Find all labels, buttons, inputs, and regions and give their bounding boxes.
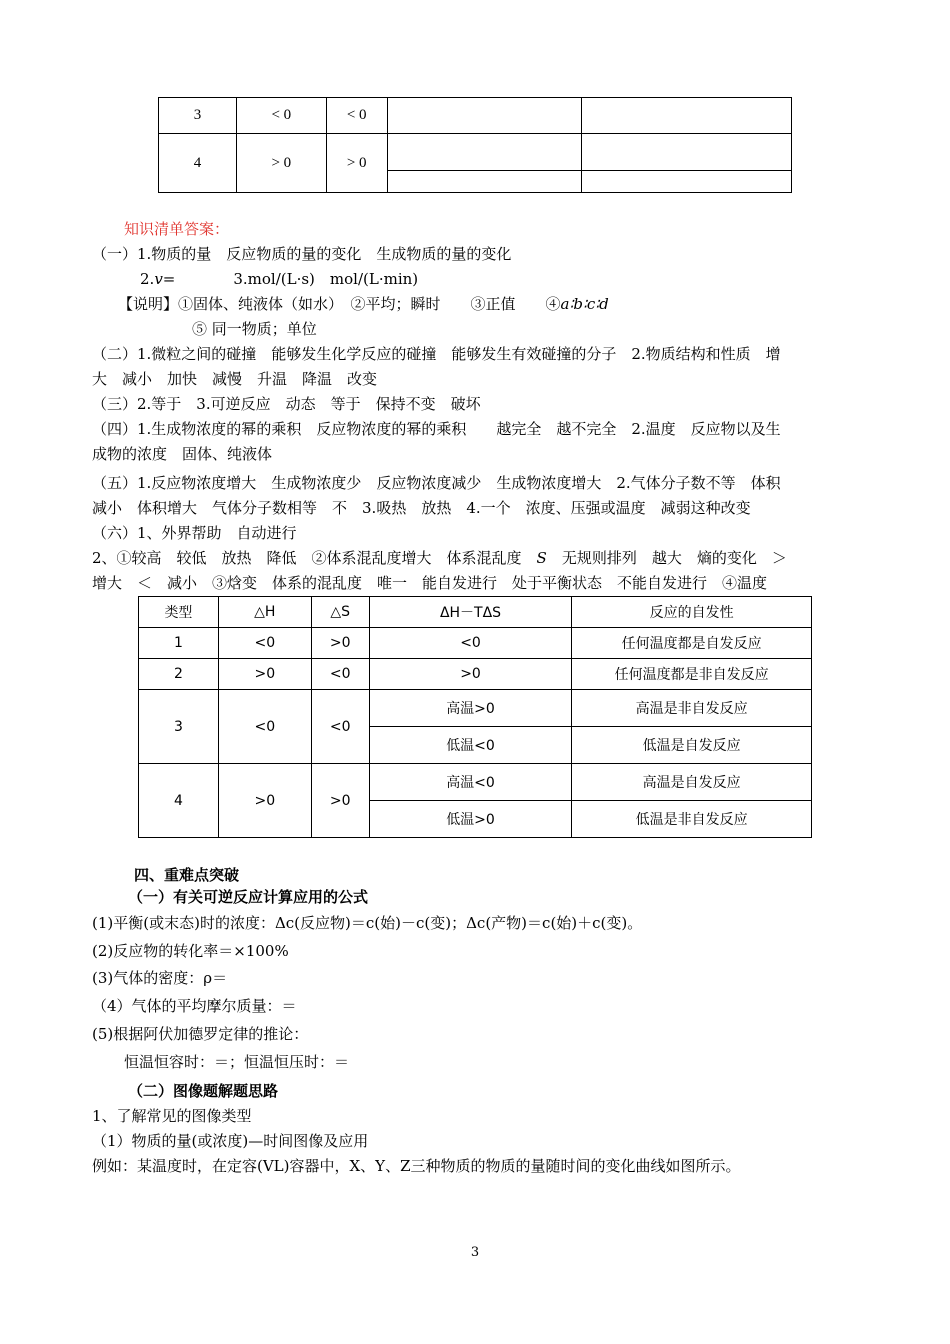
formula-line: (2)反应物的转化率＝×100% [92, 942, 289, 960]
table-row [139, 628, 812, 659]
answer-line: （二）1.微粒之间的碰撞 能够发生化学反应的碰撞 能够发生有效碰撞的分子 2.物质结构和性质 增 [92, 345, 781, 363]
empty-cell [582, 134, 792, 171]
answer-line: （六）1、外界帮助 自动进行 [92, 524, 297, 542]
header-ds: △S [311, 597, 369, 628]
formula-line: (5)根据阿伏加德罗定律的推论： [92, 1025, 309, 1043]
answer-text: 无规则排列 越大 熵的变化 ＞ [546, 549, 787, 567]
header-dh: △H [218, 597, 311, 628]
cell: 高温是非自发反应 [572, 690, 812, 727]
empty-cell [387, 171, 582, 193]
cell: 2 [139, 659, 219, 690]
cell: 高温<0 [369, 764, 572, 801]
ds-cell: > 0 [326, 134, 387, 193]
answer-line: （五）1.反应物浓度增大 生成物浓度少 反应物浓度减少 生成物浓度增大 2.气体分子数不等 体积 [92, 474, 781, 492]
table-row [139, 690, 812, 727]
dh-cell: < 0 [236, 98, 326, 134]
rate-units: 3.mol/(L·s) mol/(L·min) [233, 270, 419, 288]
formula-line: 恒温恒容时：＝；恒温恒压时：＝ [124, 1053, 350, 1071]
answer-line [118, 293, 609, 315]
cell: <0 [218, 690, 311, 764]
body-line: 例如：某温度时，在定容(VL)容器中，X、Y、Z三种物质的物质的量随时间的变化曲线如图所示。 [92, 1157, 741, 1175]
header-type: 类型 [139, 597, 219, 628]
cell: 高温是自发反应 [572, 764, 812, 801]
empty-cell [582, 98, 792, 134]
answer-line: 减小 体积增大 气体分子数相等 不 3.吸热 放热 4.一个 浓度、压强或温度 减弱这种改变 [92, 499, 751, 517]
cell: <0 [369, 628, 572, 659]
header-dg: ΔH－TΔS [369, 597, 572, 628]
table-header-row [139, 597, 812, 628]
answer-num: 2. [140, 270, 155, 288]
cell: 4 [139, 764, 219, 838]
formula-line: (3)气体的密度：ρ＝ [92, 969, 228, 987]
rate-symbol: v= [154, 270, 176, 288]
empty-cell [582, 171, 792, 193]
empty-cell [387, 134, 582, 171]
spontaneity-table [138, 596, 812, 838]
table-row [139, 764, 812, 801]
cell: >0 [369, 659, 572, 690]
note-text: 【说明】①固体、纯液体（如水） ②平均；瞬时 ③正值 ④ [118, 295, 561, 313]
body-line: 1、了解常见的图像类型 [92, 1107, 252, 1125]
empty-cell [387, 98, 582, 134]
answer-line: 成物的浓度 固体、纯液体 [92, 445, 273, 463]
cell: <0 [311, 690, 369, 764]
table-row [139, 659, 812, 690]
cell: 任何温度都是自发反应 [572, 628, 812, 659]
answers-heading: 知识清单答案： [124, 220, 230, 238]
ds-cell: < 0 [326, 98, 387, 134]
cell: 低温<0 [369, 727, 572, 764]
section-title: 四、重难点突破 [134, 866, 240, 884]
formula-line: （4）气体的平均摩尔质量：＝ [92, 997, 297, 1015]
answer-line: ⑤ 同一物质；单位 [192, 320, 317, 338]
subsection-title: （二）图像题解题思路 [128, 1082, 279, 1100]
cell: 低温>0 [369, 801, 572, 838]
page-number: 3 [470, 1245, 480, 1260]
cell: 任何温度都是非自发反应 [572, 659, 812, 690]
answer-line: （四）1.生成物浓度的幂的乘积 反应物浓度的幂的乘积 越完全 越不完全 2.温度 反应物以及生 [92, 420, 781, 438]
cell: >0 [218, 764, 311, 838]
cell: 低温是非自发反应 [572, 801, 812, 838]
answer-text: 2、①较高 较低 放热 降低 ②体系混乱度增大 体系混乱度 [92, 549, 537, 567]
cell: 高温>0 [369, 690, 572, 727]
answer-line: （一）1.物质的量 反应物质的量的变化 生成物质的量的变化 [92, 245, 512, 263]
formula-line: (1)平衡(或末态)时的浓度：Δc(反应物)＝c(始)－c(变)；Δc(产物)＝c(始)＋c(变)。 [92, 914, 643, 932]
body-line: （1）物质的量(或浓度)—时间图像及应用 [92, 1132, 369, 1150]
table-row [159, 98, 792, 134]
cell: 低温是自发反应 [572, 727, 812, 764]
top-table [158, 97, 792, 193]
cell: >0 [311, 764, 369, 838]
answer-line: 大 减小 加快 减慢 升温 降温 改变 [92, 370, 378, 388]
cell: <0 [218, 628, 311, 659]
cell: 1 [139, 628, 219, 659]
cell: 3 [139, 690, 219, 764]
type-cell: 3 [159, 98, 237, 134]
answer-line [140, 268, 418, 290]
cell: <0 [311, 659, 369, 690]
type-cell: 4 [159, 134, 237, 193]
cell: >0 [218, 659, 311, 690]
dh-cell: > 0 [236, 134, 326, 193]
table-row [159, 134, 792, 171]
header-spontaneity: 反应的自发性 [572, 597, 812, 628]
entropy-symbol: S [536, 549, 547, 567]
ratio-text: a∶b∶c∶d [560, 295, 609, 313]
subsection-title: （一）有关可逆反应计算应用的公式 [128, 888, 369, 906]
answer-line: 增大 ＜ 减小 ③焓变 体系的混乱度 唯一 能自发进行 处于平衡状态 不能自发进行 ④温度 [92, 574, 768, 592]
answer-line [92, 547, 787, 569]
answer-line: （三）2.等于 3.可逆反应 动态 等于 保持不变 破坏 [92, 395, 481, 413]
cell: >0 [311, 628, 369, 659]
